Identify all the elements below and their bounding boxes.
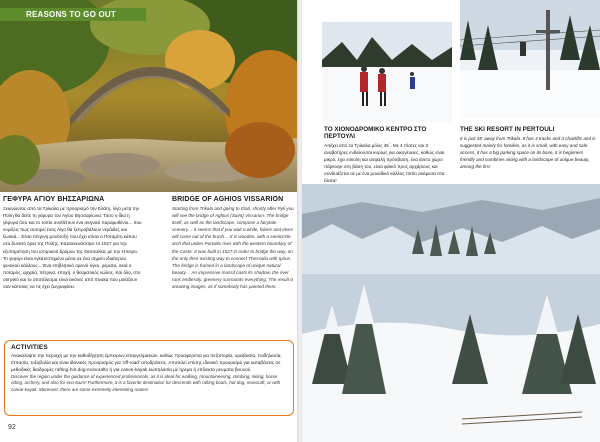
activities-title: ACTIVITIES	[11, 344, 48, 351]
ski-english-column	[460, 126, 596, 170]
ski-greek-title: ΤΟ ΧΙΟΝΟΔΡΟΜΙΚΟ ΚΕΝΤΡΟ ΣΤΟ ΠΕΡΤΟΥΛΙ	[324, 126, 427, 140]
ski-greek-column	[324, 126, 452, 185]
chairlift-photo	[460, 0, 600, 118]
section-label: REASONS TO GO OUT	[0, 8, 146, 21]
bridge-english-text: Starting from Trikala and going to Elati, shortly after Pyli you will see the bridge of Aghios (Saint) Vissarion. The bridge itself, as well as the landscape, compose a fairytale scenery… it seems that if you wait a while, fairies and elves will come out of the brush… It is wooden, with a semicircle arch that unites Portaitis river with the western boundary of the Caste. It was built in 1527 in order to bridge the way, on the only then existing way to connect Thessalia with Ipirus. The bridge is framed in a landscape of unique natural beauty… An impressive massif casts its shadow, the river runs endlessly, greenery surrounds everything. The result is amazing images, as if somebody has painted them.	[172, 206, 294, 290]
bridge-english-title: BRIDGE OF AGHIOS VISSARION	[172, 196, 284, 203]
snowy-forest-photo	[302, 184, 600, 442]
ski-greek-text: Απέχει από τα Τρίκαλα μόλις 45΄. Με 4 πίστες και 3 αναβατήρες ενδείκνυται κυρίως για οικογένειες, καθώς είναι μικρό, έχει εύκολη και ασφαλή πρόσβαση, ένα άνετο χώρο πάρκινγκ στη βάση του, είναι φιλικό προς αρχάριους και συνδυάζεται σε με ένα μοναδικό κάλλος τοπίο ανάμεσα στα έλατα!	[324, 143, 445, 184]
activities-box	[4, 340, 294, 416]
bridge-greek-text: Ξεκινώντας από τα Τρίκαλα με προορισμό την Ελάτη, λίγο μετά την Πύλη θα δείτε τη γέφυρα του Αγίου Βησσαρίωνα. Τόσο η ίδια η γέφυρα όσο και το τοπίο συνθέτουν ένα σκηνικό παραμυθένιο... που νομίζεις πως αυτομεί ένας Λίγο θα ξεπροβάλουν νεράιδες και ξωτικά... Είναι πέτρινη μονότοξη που έχει κτίσει ο Ποταμίτη κάπου στα δυνατό όρια της Πύλης. Κατασκευάστηκε το 1527 για την εξυπηρέτηση του ιστορικού δρόμου της Θεσσαλίας με την Ήπειρο. Το γεφύρι είναι εγκατεστημένο μέσα σε ένα σημείο ιδιαίτερου φυσικού κάλλους... Ένα επιβλητικό ορεινό όγκο, ρέματα, σκιά ο ποταμός, αρχαία, πέτρινα, εποχή, ο θεαματικός κώλος. Και όλο, στο σκηνικό και το αποτέλεσμα είναι εικόνες από πίνακα που μοιάζουν σαν κάποιος να τις έχει ζωγραφίσει.	[3, 206, 142, 290]
left-page	[0, 0, 298, 442]
right-page	[302, 0, 600, 442]
ski-english-title: THE SKI RESORT IN PERTOULI	[460, 126, 555, 133]
activities-english-text: Discover the region under the guidance of experienced professionals, as it is ideal for walking, mountaineering, climbing, skiing, horse riding, archery, and also for eco-tours! Furthermore, it is a favorite destination for descends with rafting boats, hot dog, monoraft, or with canoe-kayak. Moreover, there are some extremely interesting routes!	[11, 374, 281, 392]
activities-greek-text: Ανακαλύψτε την περιοχή με την καθοδήγηση έμπειρων επαγγελματιών, καθώς προσφέρεται για πεζοπορία, ορειβασία, ποδηλασία, ιππασία, τοξοβολία και είναι ιδανικός προορισμός για 'off-road' αποδράσεις. Αποτελεί επίσης ιδανικό προορισμό για καταβάσεις σε μεθοδικές διαδρομές rafting-hot dog-monorafto ή για canoe-kayak κωπηλασία με ήρεμα ή επίλεκτα ρευματα βουνού.	[11, 353, 282, 373]
page-number: 92	[8, 424, 16, 431]
skiers-photo	[322, 22, 452, 122]
bridge-english-column	[172, 196, 294, 290]
bridge-greek-title: ΓΕΦΥΡΑ ΑΓΙΟΥ ΒΗΣΣΑΡΙΩΝΑ	[3, 196, 105, 203]
bridge-greek-column	[3, 196, 143, 290]
bridge-photo	[0, 0, 298, 192]
ski-english-text: It is just 45' away from Trikala. It has 4 tracks and 3 chairlifts and is suggested mainly for families, as it is small, with easy and safe access, it has a big parking space on its base, it is beginners friendly and combines skiing with a landscape of unique beauty, among the firs!	[460, 136, 596, 170]
